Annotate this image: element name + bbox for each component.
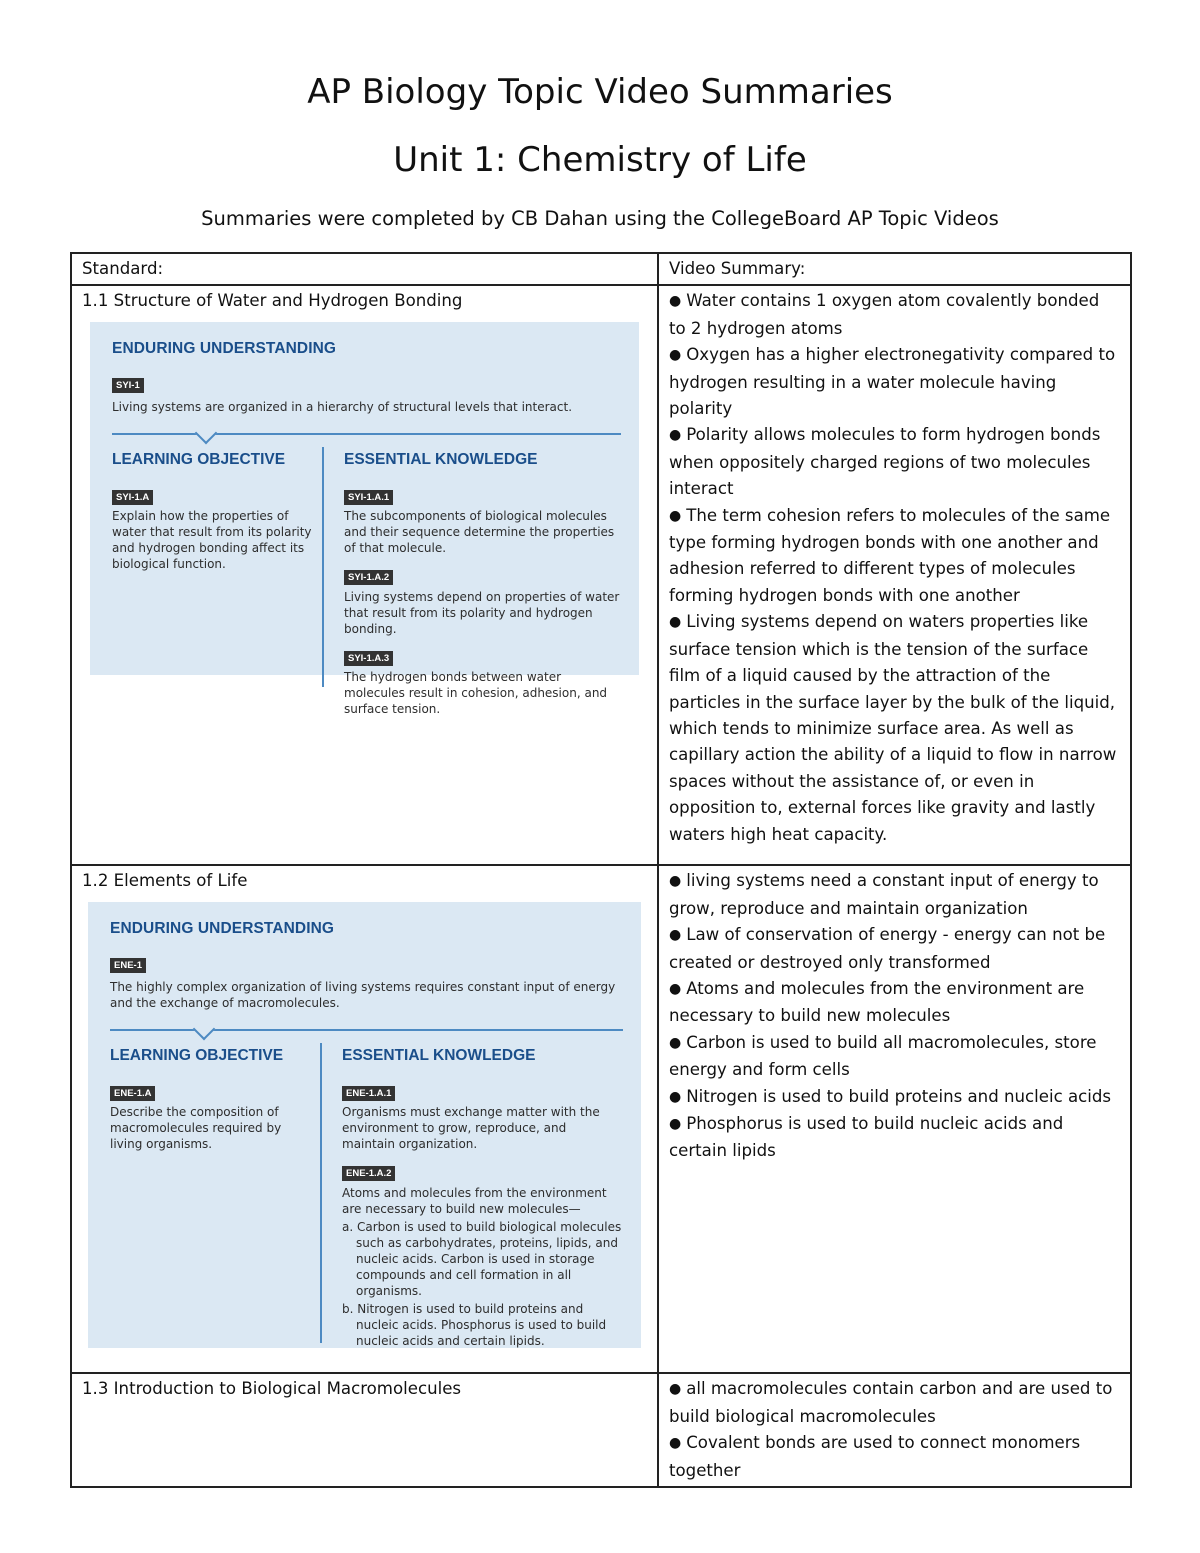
eu-text: The highly complex organization of living systems requires constant input of energy and the exchange of macromolecules.: [110, 979, 616, 1010]
standard-column-header: Standard:: [71, 253, 658, 285]
standard-name: 1.2 Elements of Life: [82, 871, 248, 891]
ced-framework-panel: [88, 902, 641, 1348]
list-item: ● living systems need a constant input of energy to grow, reproduce and maintain organization: [669, 871, 1099, 918]
bullet-icon: ●: [669, 927, 682, 944]
ek-subitem: a. Carbon is used to build biological molecules such as carbohydrates, proteins, lipids, and nucleic acids. Carbon is used in storage compounds and cell formation in all organisms.: [342, 1219, 622, 1298]
essential-knowledge-column: [322, 1043, 623, 1355]
list-item: ● Atoms and molecules from the environment are necessary to build new molecules: [669, 979, 1085, 1026]
lo-text: Explain how the properties of water that result from its polarity and hydrogen bonding affect its biological function.: [112, 509, 312, 572]
ek-tag: SYI-1.A.3: [344, 651, 393, 666]
list-item: ● Polarity allows molecules to form hydrogen bonds when oppositely charged regions of two molecules interact: [669, 425, 1101, 499]
eu-text: Living systems are organized in a hierarchy of structural levels that interact.: [112, 399, 573, 414]
list-item: ● Oxygen has a higher electronegativity compared to hydrogen resulting in a water molecule having polarity: [669, 345, 1116, 419]
lo-tag: SYI-1.A: [112, 490, 153, 505]
bullet-icon: ●: [669, 1435, 682, 1452]
ced-framework-panel: [90, 322, 639, 717]
list-item: ● Living systems depend on waters properties like surface tension which is the tension of the surface film of a liquid caused by the attraction of the particles in the surface layer by the bulk of the liquid, which tends to minimize surface area. As well as capillary action the ability of a liquid to flow in narrow spaces without the assistance of, or even in opposition to, external forces like gravity and lastly waters high heat capacity.: [669, 612, 1117, 844]
table-row: [71, 1373, 1131, 1487]
summary-cell: [658, 1373, 1131, 1487]
learning-objective-heading: LEARNING OBJECTIVE: [110, 1046, 284, 1064]
bullet-icon: ●: [669, 1381, 682, 1398]
summary-list: [669, 1376, 1120, 1484]
bullet-icon: ●: [669, 873, 682, 890]
standard-name: 1.1 Structure of Water and Hydrogen Bonding: [82, 291, 463, 311]
ek-text: Organisms must exchange matter with the environment to grow, reproduce, and maintain organization.: [342, 1105, 600, 1152]
standard-name: 1.3 Introduction to Biological Macromolecules: [82, 1379, 462, 1399]
ek-tag: ENE-1.A.2: [342, 1166, 395, 1181]
credit-line: Summaries were completed by CB Dahan using the CollegeBoard AP Topic Videos: [201, 207, 999, 230]
document-title: AP Biology Topic Video Summaries: [307, 72, 893, 112]
ek-subitem: b. Nitrogen is used to build proteins and nucleic acids. Phosphorus is used to build nucleic acids and certain lipids.: [342, 1301, 607, 1348]
list-item: ● Phosphorus is used to build nucleic acids and certain lipids: [669, 1114, 1064, 1161]
panel-divider: [110, 1021, 623, 1039]
bullet-icon: ●: [669, 293, 682, 310]
eu-tag: ENE-1: [110, 958, 146, 973]
bullet-icon: ●: [669, 981, 682, 998]
ek-text: Atoms and molecules from the environment are necessary to build new molecules—: [342, 1185, 607, 1216]
list-item: ● Water contains 1 oxygen atom covalently bonded to 2 hydrogen atoms: [669, 291, 1100, 338]
learning-objective-heading: LEARNING OBJECTIVE: [112, 450, 286, 468]
bullet-icon: ●: [669, 507, 682, 524]
summary-table: [70, 252, 1132, 1488]
eu-tag: SYI-1: [112, 378, 144, 393]
list-item: ● Law of conservation of energy - energy can not be created or destroyed only transformed: [669, 925, 1106, 972]
lo-tag: ENE-1.A: [110, 1086, 155, 1101]
standard-cell: [71, 1373, 658, 1487]
table-row: [71, 865, 1131, 1373]
list-item: ● all macromolecules contain carbon and are used to build biological macromolecules: [669, 1379, 1113, 1426]
bullet-icon: ●: [669, 1116, 682, 1133]
bullet-icon: ●: [669, 1088, 682, 1105]
unit-title: Unit 1: Chemistry of Life: [393, 140, 807, 180]
summary-column-header: Video Summary:: [658, 253, 1131, 285]
essential-knowledge-heading: ESSENTIAL KNOWLEDGE: [344, 450, 538, 468]
ek-text: The hydrogen bonds between water molecules result in cohesion, adhesion, and surface tension.: [344, 670, 608, 717]
table-header-row: [71, 253, 1131, 285]
panel-divider: [112, 425, 621, 443]
essential-knowledge-heading: ESSENTIAL KNOWLEDGE: [342, 1046, 536, 1064]
summary-list: [669, 868, 1120, 1164]
table-row: [71, 285, 1131, 865]
list-item: ● The term cohesion refers to molecules of the same type forming hydrogen bonds with one another and adhesion referred to different types of molecules forming hydrogen bonds with one another: [669, 505, 1111, 605]
list-item: ● Covalent bonds are used to connect monomers together: [669, 1433, 1081, 1480]
standard-cell: [71, 285, 658, 865]
bullet-icon: ●: [669, 347, 682, 364]
essential-knowledge-column: [324, 447, 621, 724]
ek-tag: ENE-1.A.1: [342, 1086, 395, 1101]
ek-text: The subcomponents of biological molecules and their sequence determine the properties of that molecule.: [344, 509, 615, 556]
ek-tag: SYI-1.A.1: [344, 490, 393, 505]
enduring-understanding-heading: ENDURING UNDERSTANDING: [112, 339, 337, 357]
summary-cell: [658, 865, 1131, 1373]
lo-text: Describe the composition of macromolecules required by living organisms.: [110, 1105, 282, 1152]
bullet-icon: ●: [669, 1034, 682, 1051]
enduring-understanding-heading: ENDURING UNDERSTANDING: [110, 919, 335, 937]
bullet-icon: ●: [669, 427, 682, 444]
learning-objective-column: [112, 447, 324, 687]
list-item: ● Nitrogen is used to build proteins and nucleic acids: [669, 1086, 1112, 1106]
list-item: ● Carbon is used to build all macromolecules, store energy and form cells: [669, 1032, 1097, 1080]
ek-text: Living systems depend on properties of water that result from its polarity and hydrogen bonding.: [344, 589, 620, 636]
learning-objective-column: [110, 1043, 322, 1343]
summary-list: [669, 288, 1120, 848]
summary-cell: [658, 285, 1131, 865]
ek-tag: SYI-1.A.2: [344, 570, 393, 585]
standard-cell: [71, 865, 658, 1373]
bullet-icon: ●: [669, 614, 682, 631]
